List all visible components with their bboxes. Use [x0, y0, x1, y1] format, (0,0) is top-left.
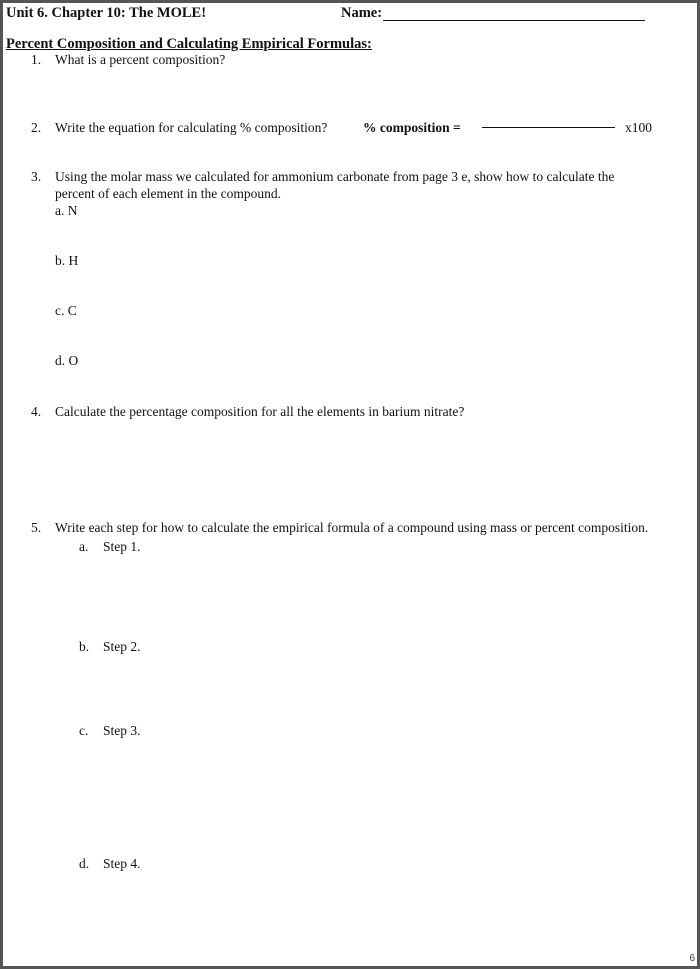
question-3-part-b: b. H — [55, 253, 79, 268]
formula-multiplier: x100 — [625, 120, 652, 135]
page-number: 6 — [689, 953, 695, 964]
section-heading: Percent Composition and Calculating Empirical Formulas: — [6, 36, 372, 52]
worksheet-title: Unit 6. Chapter 10: The MOLE! — [6, 5, 207, 21]
question-2-text: Write the equation for calculating % composition? — [55, 120, 328, 135]
name-label: Name: — [341, 5, 383, 21]
question-5-text: Write each step for how to calculate the empirical formula of a compound using mass or percent composition. — [55, 520, 649, 535]
step-4-label: Step 4. — [103, 856, 141, 871]
percent-composition-formula-label: % composition = — [363, 120, 461, 135]
step-1-label: Step 1. — [103, 539, 141, 554]
step-4-letter: d. — [79, 856, 90, 871]
step-3-letter: c. — [79, 723, 89, 738]
step-3-label: Step 3. — [103, 723, 141, 738]
question-3-number: 3. — [31, 169, 42, 184]
formula-fraction-line — [482, 127, 615, 128]
step-2-letter: b. — [79, 639, 90, 654]
question-3-text-line-1: Using the molar mass we calculated for ammonium carbonate from page 3 e, show how to calculate the — [55, 169, 615, 184]
question-3-part-d: d. O — [55, 353, 79, 368]
question-3-text-line-2: percent of each element in the compound. — [55, 186, 282, 201]
question-1-text: What is a percent composition? — [55, 52, 226, 67]
question-4-text: Calculate the percentage composition for all the elements in barium nitrate? — [55, 404, 465, 419]
question-3-part-a: a. N — [55, 203, 78, 218]
step-2-label: Step 2. — [103, 639, 141, 654]
question-4-number: 4. — [31, 404, 42, 419]
question-3-part-c: c. C — [55, 303, 77, 318]
question-1-number: 1. — [31, 52, 42, 67]
name-blank-line[interactable] — [383, 20, 645, 21]
question-5-number: 5. — [31, 520, 42, 535]
question-2-number: 2. — [31, 120, 42, 135]
step-1-letter: a. — [79, 539, 89, 554]
